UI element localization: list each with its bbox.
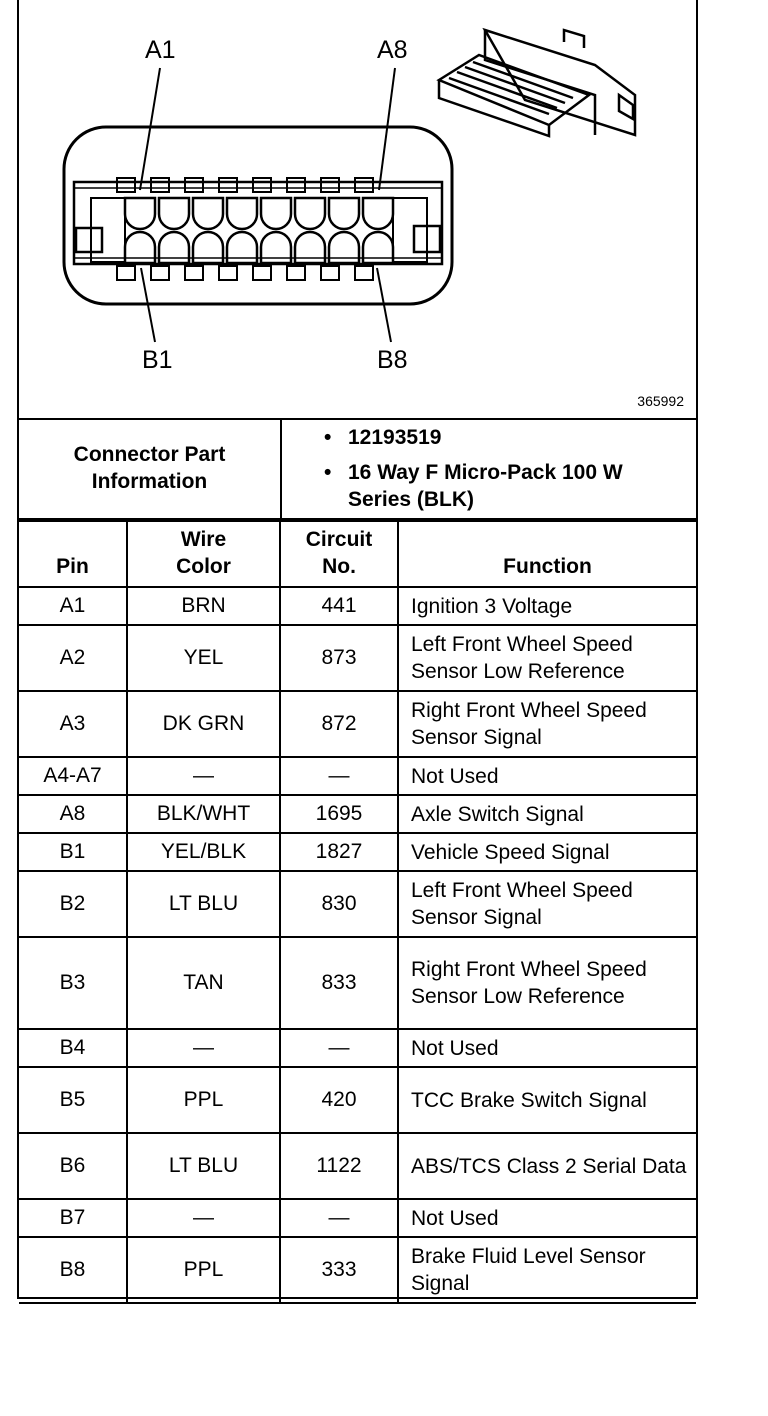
- wire-color-cell: DK GRN: [127, 691, 280, 757]
- table-row: [19, 833, 696, 871]
- label-a1: A1: [145, 36, 176, 64]
- table-row: [19, 1199, 696, 1237]
- circuit-cell: 1695: [280, 795, 398, 833]
- table-row: [19, 625, 696, 691]
- pin-cell: A2: [19, 625, 127, 691]
- function-cell: Not Used: [398, 1029, 696, 1067]
- heading-line-1: Connector Part: [73, 443, 226, 466]
- wire-color-cell: BLK/WHT: [127, 795, 280, 833]
- part-number: • 12193519: [282, 424, 690, 451]
- wire-color-cell: —: [127, 1029, 280, 1067]
- wire-color-cell: LT BLU: [127, 871, 280, 937]
- table-row: [19, 757, 696, 795]
- connector-figure: [19, 0, 696, 420]
- label-a8: A8: [377, 36, 408, 64]
- label-b8: B8: [377, 346, 408, 374]
- pin-cell: B4: [19, 1029, 127, 1067]
- pin-cell: B2: [19, 871, 127, 937]
- wire-color-cell: YEL: [127, 625, 280, 691]
- table-row: [19, 1029, 696, 1067]
- function-cell: Left Front Wheel Speed Sensor Signal: [398, 871, 696, 937]
- function-cell: Right Front Wheel Speed Sensor Low Reference: [398, 937, 696, 1029]
- circuit-cell: —: [280, 1029, 398, 1067]
- wire-color-cell: TAN: [127, 937, 280, 1029]
- header-function: Function: [398, 521, 696, 587]
- pin-cell: A8: [19, 795, 127, 833]
- table-row: [19, 587, 696, 625]
- pin-cell: A1: [19, 587, 127, 625]
- wire-color-cell: PPL: [127, 1067, 280, 1133]
- circuit-cell: —: [280, 757, 398, 795]
- pinout-table: [19, 520, 696, 1304]
- function-cell: Axle Switch Signal: [398, 795, 696, 833]
- pin-cell: A3: [19, 691, 127, 757]
- function-cell: Brake Fluid Level Sensor Signal: [398, 1237, 696, 1303]
- function-cell: Not Used: [398, 757, 696, 795]
- table-row: [19, 937, 696, 1029]
- table-row: [19, 691, 696, 757]
- circuit-cell: 830: [280, 871, 398, 937]
- circuit-cell: 441: [280, 587, 398, 625]
- connector-face-drawing: [19, 0, 696, 418]
- heading-line-2: Information: [91, 470, 208, 493]
- table-header-row: [19, 521, 696, 587]
- circuit-cell: 873: [280, 625, 398, 691]
- header-circuit-no: Circuit No.: [280, 521, 398, 587]
- label-b1: B1: [142, 346, 173, 374]
- wire-color-cell: —: [127, 1199, 280, 1237]
- pin-cell: B1: [19, 833, 127, 871]
- wire-color-cell: —: [127, 757, 280, 795]
- function-cell: TCC Brake Switch Signal: [398, 1067, 696, 1133]
- function-cell: ABS/TCS Class 2 Serial Data: [398, 1133, 696, 1199]
- function-cell: Vehicle Speed Signal: [398, 833, 696, 871]
- circuit-cell: 333: [280, 1237, 398, 1303]
- circuit-cell: 1827: [280, 833, 398, 871]
- table-row: [19, 1133, 696, 1199]
- connector-info-heading: [19, 418, 282, 518]
- connector-description: • 16 Way F Micro-Pack 100 W Series (BLK): [282, 459, 690, 513]
- connector-info-list: [282, 424, 690, 521]
- pin-cell: B5: [19, 1067, 127, 1133]
- pin-cell: B6: [19, 1133, 127, 1199]
- connector-sheet: [17, 0, 698, 1299]
- table-row: [19, 1237, 696, 1303]
- pin-cell: B3: [19, 937, 127, 1029]
- pin-cell: B8: [19, 1237, 127, 1303]
- pin-cell: A4-A7: [19, 757, 127, 795]
- circuit-cell: 1122: [280, 1133, 398, 1199]
- table-row: [19, 1067, 696, 1133]
- wire-color-cell: BRN: [127, 587, 280, 625]
- wire-color-cell: PPL: [127, 1237, 280, 1303]
- function-cell: Right Front Wheel Speed Sensor Signal: [398, 691, 696, 757]
- circuit-cell: —: [280, 1199, 398, 1237]
- wire-color-cell: LT BLU: [127, 1133, 280, 1199]
- pin-cell: B7: [19, 1199, 127, 1237]
- function-cell: Ignition 3 Voltage: [398, 587, 696, 625]
- function-cell: Not Used: [398, 1199, 696, 1237]
- wire-color-cell: YEL/BLK: [127, 833, 280, 871]
- circuit-cell: 872: [280, 691, 398, 757]
- header-pin: Pin: [19, 521, 127, 587]
- header-wire-color: Wire Color: [127, 521, 280, 587]
- function-cell: Left Front Wheel Speed Sensor Low Reference: [398, 625, 696, 691]
- table-row: [19, 795, 696, 833]
- table-row: [19, 871, 696, 937]
- circuit-cell: 833: [280, 937, 398, 1029]
- connector-part-information: [19, 418, 696, 520]
- circuit-cell: 420: [280, 1067, 398, 1133]
- figure-id: 365992: [637, 393, 684, 409]
